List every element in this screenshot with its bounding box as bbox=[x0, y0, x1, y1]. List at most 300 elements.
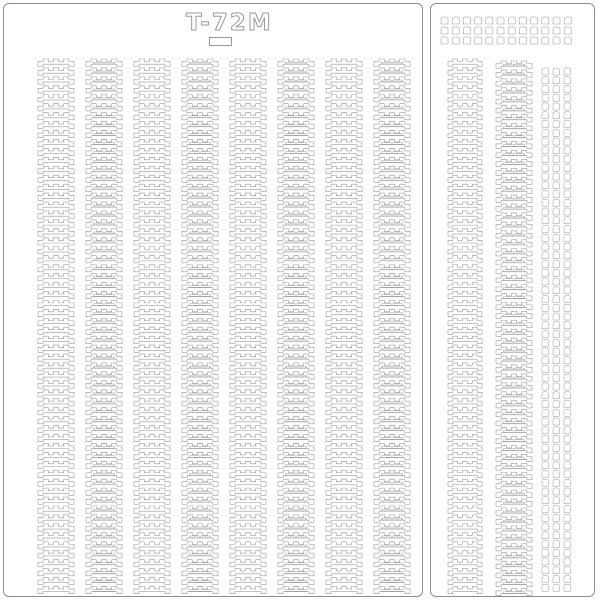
track-link bbox=[448, 497, 482, 504]
track-link bbox=[326, 560, 362, 567]
track-link bbox=[448, 586, 482, 593]
track-link bbox=[448, 372, 482, 379]
guide-pin bbox=[553, 558, 560, 565]
guide-pin bbox=[542, 234, 549, 241]
track-link bbox=[230, 390, 266, 397]
guide-pin bbox=[564, 182, 571, 189]
track-link bbox=[230, 157, 266, 164]
track-link bbox=[230, 533, 266, 540]
track-link bbox=[38, 274, 74, 281]
track-link bbox=[134, 452, 170, 459]
track-link bbox=[326, 95, 362, 102]
guide-pin bbox=[542, 331, 549, 338]
guide-pin bbox=[553, 549, 560, 556]
guide-pin bbox=[441, 27, 448, 34]
track-column-4 bbox=[182, 59, 218, 594]
guide-pin bbox=[542, 401, 549, 408]
track-column-7 bbox=[326, 59, 362, 594]
track-link bbox=[38, 77, 74, 84]
guide-pin bbox=[553, 418, 560, 425]
track-link bbox=[134, 578, 170, 585]
track-link bbox=[230, 256, 266, 263]
track-link bbox=[326, 452, 362, 459]
track-link bbox=[134, 497, 170, 504]
track-link bbox=[448, 77, 482, 84]
guide-pin bbox=[564, 339, 571, 346]
guide-pin bbox=[553, 453, 560, 460]
track-link bbox=[38, 327, 74, 334]
guide-pin bbox=[553, 226, 560, 233]
track-link bbox=[326, 417, 362, 424]
track-link bbox=[134, 184, 170, 191]
guide-pin bbox=[564, 444, 571, 451]
guide-pin bbox=[542, 129, 549, 136]
track-link bbox=[38, 586, 74, 593]
track-link bbox=[448, 417, 482, 424]
guide-pin bbox=[542, 532, 549, 539]
track-link bbox=[448, 381, 482, 388]
track-link bbox=[230, 479, 266, 486]
guide-pin bbox=[497, 17, 504, 24]
track-link bbox=[38, 318, 74, 325]
track-link bbox=[38, 560, 74, 567]
track-link bbox=[230, 345, 266, 352]
guide-pin bbox=[553, 541, 560, 548]
guide-pin bbox=[542, 514, 549, 521]
track-link bbox=[38, 68, 74, 75]
guide-pin bbox=[542, 269, 549, 276]
track-link bbox=[326, 122, 362, 129]
track-link bbox=[134, 551, 170, 558]
guide-pin bbox=[564, 497, 571, 504]
track-link bbox=[326, 113, 362, 120]
guide-pin bbox=[564, 147, 571, 154]
guide-pin bbox=[553, 532, 560, 539]
track-link bbox=[448, 345, 482, 352]
track-link bbox=[448, 113, 482, 120]
track-link bbox=[38, 202, 74, 209]
guide-pin bbox=[542, 94, 549, 101]
track-link bbox=[448, 479, 482, 486]
track-link bbox=[134, 211, 170, 218]
guide-pin bbox=[564, 121, 571, 128]
guide-pin bbox=[542, 121, 549, 128]
guide-pin bbox=[475, 27, 482, 34]
guide-pin bbox=[553, 199, 560, 206]
guide-pin bbox=[542, 243, 549, 250]
guide-pin bbox=[553, 348, 560, 355]
track-link bbox=[448, 569, 482, 576]
track-link bbox=[38, 309, 74, 316]
track-link bbox=[38, 291, 74, 298]
guide-pin bbox=[553, 339, 560, 346]
guide-pin bbox=[564, 77, 571, 84]
track-link bbox=[326, 139, 362, 146]
guide-pin bbox=[542, 418, 549, 425]
track-link bbox=[230, 104, 266, 111]
guide-pin bbox=[564, 261, 571, 268]
guide-pin bbox=[542, 392, 549, 399]
side-pin-block bbox=[542, 68, 571, 591]
guide-pin bbox=[452, 17, 459, 24]
guide-pin bbox=[564, 409, 571, 416]
track-link bbox=[134, 372, 170, 379]
track-link bbox=[134, 166, 170, 173]
guide-pin bbox=[542, 287, 549, 294]
track-link bbox=[38, 452, 74, 459]
track-link bbox=[230, 569, 266, 576]
track-link bbox=[38, 354, 74, 361]
track-link bbox=[326, 542, 362, 549]
guide-pin bbox=[542, 506, 549, 513]
guide-pin bbox=[553, 287, 560, 294]
guide-pin bbox=[564, 278, 571, 285]
track-link bbox=[38, 399, 74, 406]
track-link bbox=[134, 318, 170, 325]
guide-pin bbox=[564, 506, 571, 513]
track-link bbox=[38, 408, 74, 415]
track-link bbox=[38, 104, 74, 111]
track-link bbox=[38, 336, 74, 343]
track-link bbox=[448, 256, 482, 263]
track-link bbox=[326, 372, 362, 379]
guide-pin bbox=[542, 199, 549, 206]
guide-pin bbox=[542, 357, 549, 364]
track-link bbox=[448, 175, 482, 182]
track-link bbox=[230, 211, 266, 218]
guide-pin bbox=[564, 453, 571, 460]
track-link bbox=[230, 113, 266, 120]
guide-pin bbox=[542, 444, 549, 451]
top-pin-block bbox=[441, 17, 571, 44]
guide-pin bbox=[553, 86, 560, 93]
guide-pin bbox=[564, 226, 571, 233]
guide-pin bbox=[553, 296, 560, 303]
guide-pin bbox=[542, 436, 549, 443]
track-link bbox=[38, 283, 74, 290]
track-link bbox=[448, 327, 482, 334]
guide-pin bbox=[441, 37, 448, 44]
guide-pin bbox=[497, 27, 504, 34]
track-link bbox=[326, 434, 362, 441]
track-link bbox=[230, 560, 266, 567]
guide-pin bbox=[564, 191, 571, 198]
track-link bbox=[134, 336, 170, 343]
track-link bbox=[38, 578, 74, 585]
track-link bbox=[448, 202, 482, 209]
track-link bbox=[230, 86, 266, 93]
track-link bbox=[448, 95, 482, 102]
guide-pin bbox=[564, 68, 571, 75]
track-link bbox=[38, 515, 74, 522]
track-link bbox=[326, 426, 362, 433]
guide-pin bbox=[553, 506, 560, 513]
track-link bbox=[134, 300, 170, 307]
track-link bbox=[326, 390, 362, 397]
track-link bbox=[326, 586, 362, 593]
track-link bbox=[448, 193, 482, 200]
track-link bbox=[134, 220, 170, 227]
track-link bbox=[448, 318, 482, 325]
track-link bbox=[230, 166, 266, 173]
guide-pin bbox=[542, 217, 549, 224]
track-link bbox=[448, 336, 482, 343]
guide-pin bbox=[542, 252, 549, 259]
guide-pin bbox=[542, 304, 549, 311]
track-link bbox=[38, 426, 74, 433]
track-link bbox=[38, 184, 74, 191]
guide-pin bbox=[531, 17, 538, 24]
guide-pin bbox=[553, 261, 560, 268]
guide-pin bbox=[486, 17, 493, 24]
guide-pin bbox=[553, 401, 560, 408]
track-link bbox=[230, 470, 266, 477]
track-link bbox=[326, 283, 362, 290]
track-link bbox=[448, 533, 482, 540]
guide-pin bbox=[542, 366, 549, 373]
track-link bbox=[134, 247, 170, 254]
track-link bbox=[448, 291, 482, 298]
guide-pin bbox=[542, 156, 549, 163]
track-link bbox=[230, 95, 266, 102]
track-link bbox=[326, 291, 362, 298]
guide-pin bbox=[542, 103, 549, 110]
guide-pin bbox=[553, 497, 560, 504]
guide-pin bbox=[553, 383, 560, 390]
guide-pin bbox=[564, 173, 571, 180]
guide-pin bbox=[553, 112, 560, 119]
track-link bbox=[448, 452, 482, 459]
guide-pin bbox=[553, 121, 560, 128]
track-link bbox=[134, 193, 170, 200]
track-link bbox=[38, 372, 74, 379]
track-link bbox=[326, 300, 362, 307]
track-link bbox=[326, 274, 362, 281]
guide-pin bbox=[542, 226, 549, 233]
guide-pin bbox=[564, 269, 571, 276]
track-link bbox=[38, 247, 74, 254]
guide-pin bbox=[564, 129, 571, 136]
track-link bbox=[448, 560, 482, 567]
guide-pin bbox=[564, 532, 571, 539]
track-link bbox=[448, 139, 482, 146]
guide-pin bbox=[564, 348, 571, 355]
guide-pin bbox=[542, 453, 549, 460]
track-link bbox=[230, 77, 266, 84]
track-link bbox=[448, 274, 482, 281]
track-link bbox=[38, 95, 74, 102]
guide-pin bbox=[542, 68, 549, 75]
guide-pin bbox=[553, 488, 560, 495]
track-link bbox=[230, 497, 266, 504]
guide-pin bbox=[452, 27, 459, 34]
track-link bbox=[448, 399, 482, 406]
track-link bbox=[326, 381, 362, 388]
track-link bbox=[448, 506, 482, 513]
track-link bbox=[230, 586, 266, 593]
track-link bbox=[448, 247, 482, 254]
guide-pin bbox=[553, 94, 560, 101]
guide-pin bbox=[564, 479, 571, 486]
track-link bbox=[230, 68, 266, 75]
track-link bbox=[134, 569, 170, 576]
track-link bbox=[448, 354, 482, 361]
track-link bbox=[134, 59, 170, 66]
track-link bbox=[134, 488, 170, 495]
track-link bbox=[38, 470, 74, 477]
track-link bbox=[38, 524, 74, 531]
track-link bbox=[134, 586, 170, 593]
track-link bbox=[134, 443, 170, 450]
track-link bbox=[326, 533, 362, 540]
guide-pin bbox=[553, 304, 560, 311]
track-link bbox=[230, 578, 266, 585]
guide-pin bbox=[475, 17, 482, 24]
track-link bbox=[448, 470, 482, 477]
track-link bbox=[134, 363, 170, 370]
track-link bbox=[134, 157, 170, 164]
guide-pin bbox=[542, 462, 549, 469]
track-link bbox=[448, 443, 482, 450]
guide-pin bbox=[508, 37, 515, 44]
guide-pin bbox=[564, 418, 571, 425]
track-link bbox=[134, 560, 170, 567]
guide-pin bbox=[553, 77, 560, 84]
track-link bbox=[134, 274, 170, 281]
track-link bbox=[38, 390, 74, 397]
guide-pin bbox=[553, 208, 560, 215]
guide-pin bbox=[564, 523, 571, 530]
guide-pin bbox=[553, 27, 560, 34]
track-link bbox=[326, 104, 362, 111]
guide-pin bbox=[553, 138, 560, 145]
track-link bbox=[230, 327, 266, 334]
guide-pin bbox=[564, 199, 571, 206]
track-link bbox=[230, 372, 266, 379]
guide-pin bbox=[564, 427, 571, 434]
track-link bbox=[326, 77, 362, 84]
track-link bbox=[134, 381, 170, 388]
track-link bbox=[448, 426, 482, 433]
track-link bbox=[38, 220, 74, 227]
track-link bbox=[448, 166, 482, 173]
guide-pin bbox=[542, 182, 549, 189]
track-link bbox=[230, 139, 266, 146]
track-link bbox=[230, 336, 266, 343]
guide-pin bbox=[564, 103, 571, 110]
track-link bbox=[38, 434, 74, 441]
track-link bbox=[134, 229, 170, 236]
guide-pin bbox=[463, 17, 470, 24]
track-link bbox=[134, 417, 170, 424]
track-link bbox=[38, 157, 74, 164]
track-link bbox=[448, 309, 482, 316]
guide-pin bbox=[542, 261, 549, 268]
track-link bbox=[134, 113, 170, 120]
track-link bbox=[134, 399, 170, 406]
guide-pin bbox=[553, 523, 560, 530]
guide-pin bbox=[542, 523, 549, 530]
track-link bbox=[326, 515, 362, 522]
track-link bbox=[230, 193, 266, 200]
track-link bbox=[448, 211, 482, 218]
track-link bbox=[134, 86, 170, 93]
guide-pin bbox=[564, 234, 571, 241]
track-link bbox=[134, 291, 170, 298]
guide-pin bbox=[564, 567, 571, 574]
guide-pin bbox=[553, 444, 560, 451]
guide-pin bbox=[553, 436, 560, 443]
guide-pin bbox=[553, 243, 560, 250]
guide-pin bbox=[553, 17, 560, 24]
track-link bbox=[230, 434, 266, 441]
track-link bbox=[326, 443, 362, 450]
guide-pin bbox=[553, 182, 560, 189]
track-link bbox=[230, 291, 266, 298]
guide-pin bbox=[553, 567, 560, 574]
guide-pin bbox=[564, 164, 571, 171]
guide-pin bbox=[564, 549, 571, 556]
track-link bbox=[38, 497, 74, 504]
track-link bbox=[38, 131, 74, 138]
guide-pin bbox=[553, 252, 560, 259]
track-link bbox=[230, 399, 266, 406]
track-link bbox=[38, 381, 74, 388]
track-link bbox=[230, 265, 266, 272]
track-link bbox=[326, 318, 362, 325]
guide-pin bbox=[553, 479, 560, 486]
track-link bbox=[134, 68, 170, 75]
track-link bbox=[326, 578, 362, 585]
guide-pin bbox=[564, 374, 571, 381]
guide-pin bbox=[463, 37, 470, 44]
guide-pin bbox=[564, 156, 571, 163]
track-link bbox=[38, 569, 74, 576]
track-column-6 bbox=[278, 59, 314, 594]
guide-pin bbox=[553, 366, 560, 373]
guide-pin bbox=[564, 252, 571, 259]
guide-pin bbox=[542, 138, 549, 145]
track-link bbox=[230, 461, 266, 468]
guide-pin bbox=[564, 471, 571, 478]
guide-pin bbox=[553, 409, 560, 416]
track-link bbox=[134, 461, 170, 468]
track-link bbox=[38, 363, 74, 370]
track-link bbox=[448, 515, 482, 522]
track-link bbox=[134, 390, 170, 397]
track-link bbox=[326, 202, 362, 209]
guide-pin bbox=[553, 191, 560, 198]
guide-pin bbox=[531, 27, 538, 34]
track-link bbox=[230, 229, 266, 236]
track-link bbox=[448, 551, 482, 558]
guide-pin bbox=[564, 322, 571, 329]
track-link bbox=[230, 131, 266, 138]
track-link bbox=[326, 166, 362, 173]
guide-pin bbox=[542, 339, 549, 346]
guide-pin bbox=[542, 471, 549, 478]
track-link bbox=[448, 524, 482, 531]
track-link bbox=[134, 238, 170, 245]
track-link bbox=[448, 488, 482, 495]
guide-pin bbox=[542, 313, 549, 320]
guide-pin bbox=[519, 17, 526, 24]
track-link bbox=[326, 86, 362, 93]
track-link bbox=[38, 113, 74, 120]
guide-pin bbox=[542, 278, 549, 285]
track-link bbox=[326, 256, 362, 263]
guide-pin bbox=[542, 567, 549, 574]
